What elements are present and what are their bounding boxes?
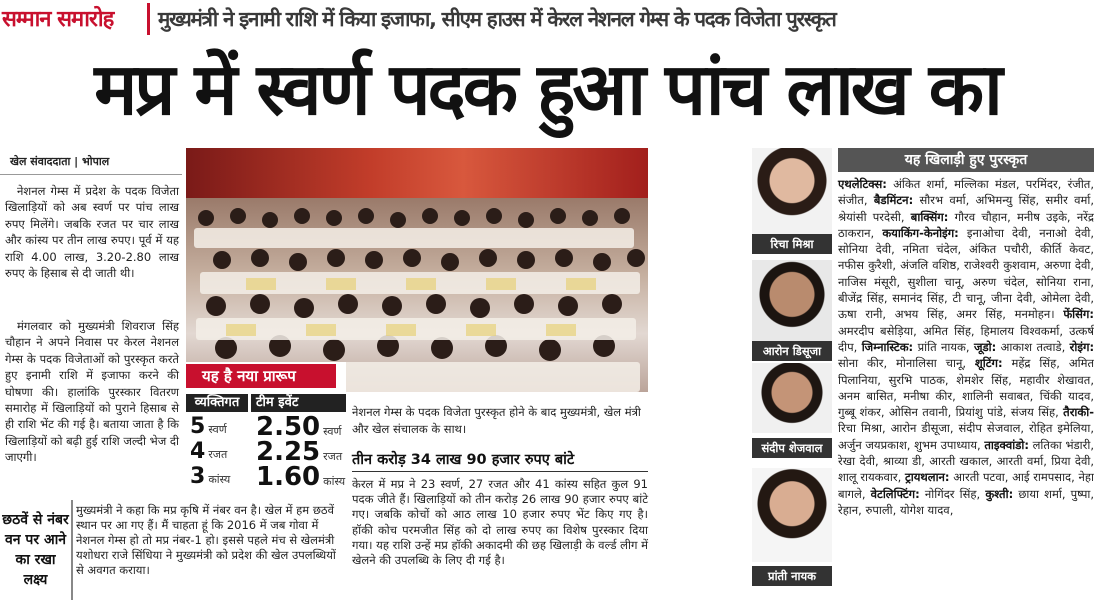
sport-label: कयाकिंग-केनोइंग: [882, 225, 959, 240]
sport-names: अंकित शर्मा, मल्लिका मंडल, परमिंदर, रंजीत, संजीत, [838, 177, 1094, 208]
sport-label: फेंसिंग: [1063, 307, 1094, 322]
sport-names: छाया शर्मा, पुष्पा, रेहान, रुपाली, योगेश यादव, [838, 486, 1094, 517]
sport-label: ट्रायथलान: [904, 470, 950, 485]
section-kicker: सम्मान समारोह [2, 7, 114, 32]
sidebar-callout: छठवें से नंबर वन पर आने का रखा लक्ष्य [0, 500, 73, 600]
prize-row-team-gold: 2.50 स्वर्ण [256, 412, 342, 442]
sport-label: बैडमिंटन: [873, 193, 914, 208]
portrait-image [752, 468, 832, 562]
portrait-caption-2: आरोन डिसूजा [752, 341, 832, 361]
sport-label: कुश्ती: [985, 486, 1014, 501]
subheadline: मुख्यमंत्री ने इनामी राशि में किया इजाफा, सीएम हाउस में केरल नेशनल गेम्स के पदक विजेता पुरस्कृत [158, 7, 836, 31]
prize-row-team-silver: 2.25 रजत [256, 437, 343, 467]
photo-stage-banner [186, 148, 648, 198]
awardees-list [838, 176, 1094, 518]
byline-divider [0, 174, 182, 175]
sport-label: शूटिंग: [974, 356, 1003, 371]
portrait-caption-4: प्रांती नायक [752, 566, 832, 586]
sport-label: एथलेटिक्स: [838, 177, 887, 191]
portrait-photo-4 [752, 468, 832, 562]
prize-row-individual-bronze: 3 कांस्य [190, 464, 231, 489]
quote-paragraph: मुख्यमंत्री ने कहा कि मप्र कृषि में नंबर वन है। खेल में हम छठवें स्थान पर आ गए हैं। मैं चाहता हूं कि 2016 में जब गोवा में नेशनल गेम्स हो तो मप्र नंबर-1 हो। इससे पहले मंच से खेलमंत्री यशोधरा राजे सिंधिया ने मुख्यमंत्री को प्रदेश की खेल उपलब्धियों से अवगत कराया। [76, 503, 336, 577]
sport-names: रिचा मिश्रा, आरोन डीसूजा, संदीप सेजवाल, रोहित इमेलिया, अर्जुन जयप्रकाश, शुभम उपाध्याय, [838, 421, 1094, 452]
portrait-photo-1 [752, 148, 832, 234]
sport-label: रोइंग: [1069, 339, 1094, 354]
sport-names: गौरव चौहान, मनीष उइके, नरेंद्र ठाकरान, [838, 209, 1094, 240]
sport-label: वेटलिफ्टिंग: [870, 486, 920, 501]
portrait-caption-1: रिचा मिश्रा [752, 234, 832, 254]
sport-names: प्रांति नायक, [917, 339, 970, 354]
prize-table-col-individual: व्यक्तिगत [186, 394, 248, 412]
portrait-caption-3: संदीप शेजवाल [752, 438, 832, 458]
article-paragraph-3: केरल में मप्र ने 23 स्वर्ण, 27 रजत और 41 कांस्य सहित कुल 91 पदक जीते हैं। खिलाड़ियों को तीन करोड़ 26 लाख 90 हजार रुपए बांटे गए। जबकि कोचों को आठ लाख 10 हजार रुपए भेंट किए गए है। हॉकी कोच परमजीत सिंह को दो लाख रुपए का विशेष पुरस्कार दिया गया। यह राशि उन्हें मप्र हॉकी अकादमी की छह खिलाड़ी के वर्ल्ड लीग में खेलने की उपलब्धि के लिए दी गई है। [352, 477, 648, 568]
portrait-photo-3 [752, 363, 832, 433]
sport-names: सोना कीर, मोनालिसा चानू, [838, 356, 966, 371]
headline: मप्र में स्वर्ण पदक हुआ पांच लाख का [94, 46, 1000, 131]
article-paragraph-1: नेशनल गेम्स में प्रदेश के पदक विजेता खिलाड़ियों को अब स्वर्ण पर पांच लाख रुपए मिलेंगे। जबकि रजत पर चार लाख और कांस्य पर तीन लाख रुपए। पूर्व में यह राशि 4.00 लाख, 3.20-2.80 लाख रुपए के हिसाब से दी जाती थी। [5, 184, 179, 281]
sport-names: इनाओचा देवी, ननाओ देवी, सोनिया देवी, नमिता चंदेल, अंकित पचौरी, कीर्ति केवट, नफीस कुरैशी, अंजलि वशिष्ठ, राजेश्वरी कुशवाम, अरुणा देवी, नाजिस मंसूरी, सुशीला चानू, अरुण चंदेल, सोनिया राना, बीजेंद्र सिंह, समानंद सिंह, टी चानू, जीना देवी, ओमेला देवी, ऊषा रानी, अभय सिंह, अमर सिंह, मनमोहन। [838, 225, 1094, 322]
sport-names: लतिका भंडारी, रेखा देवी, श्राव्या डी, आरती खकाल, आरती वर्मा, प्रिया देवी, शालू रायकवार, [838, 437, 1094, 485]
sport-names: सौरभ वर्मा, अभिमन्यु सिंह, समीर वर्मा, श्रेयांसी परदेसी, [838, 193, 1094, 224]
sport-names: नोगिंदर सिंह, [924, 486, 981, 501]
portrait-photo-2 [752, 260, 832, 346]
portrait-image [752, 260, 832, 346]
portrait-image [752, 363, 832, 433]
sport-label: बाक्सिंग: [910, 209, 949, 224]
prize-table-title: यह है नया प्रारूप [186, 364, 336, 388]
story-subtitle: तीन करोड़ 34 लाख 90 हजार रुपए बांटे [352, 452, 575, 468]
sport-label: ताइक्वांडो: [984, 437, 1029, 452]
awardees-list-title: यह खिलाड़ी हुए पुरस्कृत [838, 148, 1094, 172]
sport-names: आरती पटवा, आई रामपसाद, नेहा बागले, [838, 470, 1094, 501]
sport-label: तैराकी- [1063, 405, 1094, 420]
article-paragraph-2: मंगलवार को मुख्यमंत्री शिवराज सिंह चौहान ने अपने निवास पर केरल नेशनल गेम्स के पदक विजेताओं को पुरस्कृत करते हुए इनामी राशि में इजाफा करने की घोषणा की। हालांकि पुरस्कार वितरण समारोह में खिलाड़ियों को पुराने हिसाब से ही राशि भेंट की गई है। बताया जाता है कि खिलाड़ियों को बढ़ी हुई राशि जल्दी भेज दी जाएगी। [5, 319, 179, 465]
subtitle-divider [352, 471, 648, 472]
sport-names: महेंद्र सिंह, अमित पिलानिया, सुरभि पाठक, शेमशेर सिंह, महावीर शेखावत, अनम बासित, मनीषा कीर, शालिनी सवाबत, चिंकी यादव, गुब्बू शंकर, ओसिन तवानी, प्रियांशु पांडे, संजय सिंह, [838, 356, 1094, 420]
prize-table-col-team: टीम इवेंट [251, 394, 346, 412]
prize-row-team-bronze: 1.60 कांस्य [256, 462, 346, 492]
prize-row-individual-silver: 4 रजत [190, 439, 228, 464]
sport-names: अमरदीप बसेड़िया, अमित सिंह, हिमालय विश्वकर्मा, उत्कर्ष दीप, [838, 323, 1094, 354]
kicker-divider [147, 3, 150, 35]
byline: खेल संवाददाता | भोपाल [10, 155, 110, 168]
sport-label: जिम्नास्टिक: [861, 339, 914, 354]
sport-names: आकाश तत्वाडे, [1000, 339, 1066, 354]
prize-row-individual-gold: 5 स्वर्ण [190, 414, 227, 439]
photo-caption: नेशनल गेम्स के पदक विजेता पुरस्कृत होने के बाद मुख्यमंत्री, खेल मंत्री और खेल संचालक के साथ। [352, 405, 641, 436]
sport-label: जूडो: [973, 339, 997, 354]
portrait-image [752, 148, 832, 234]
